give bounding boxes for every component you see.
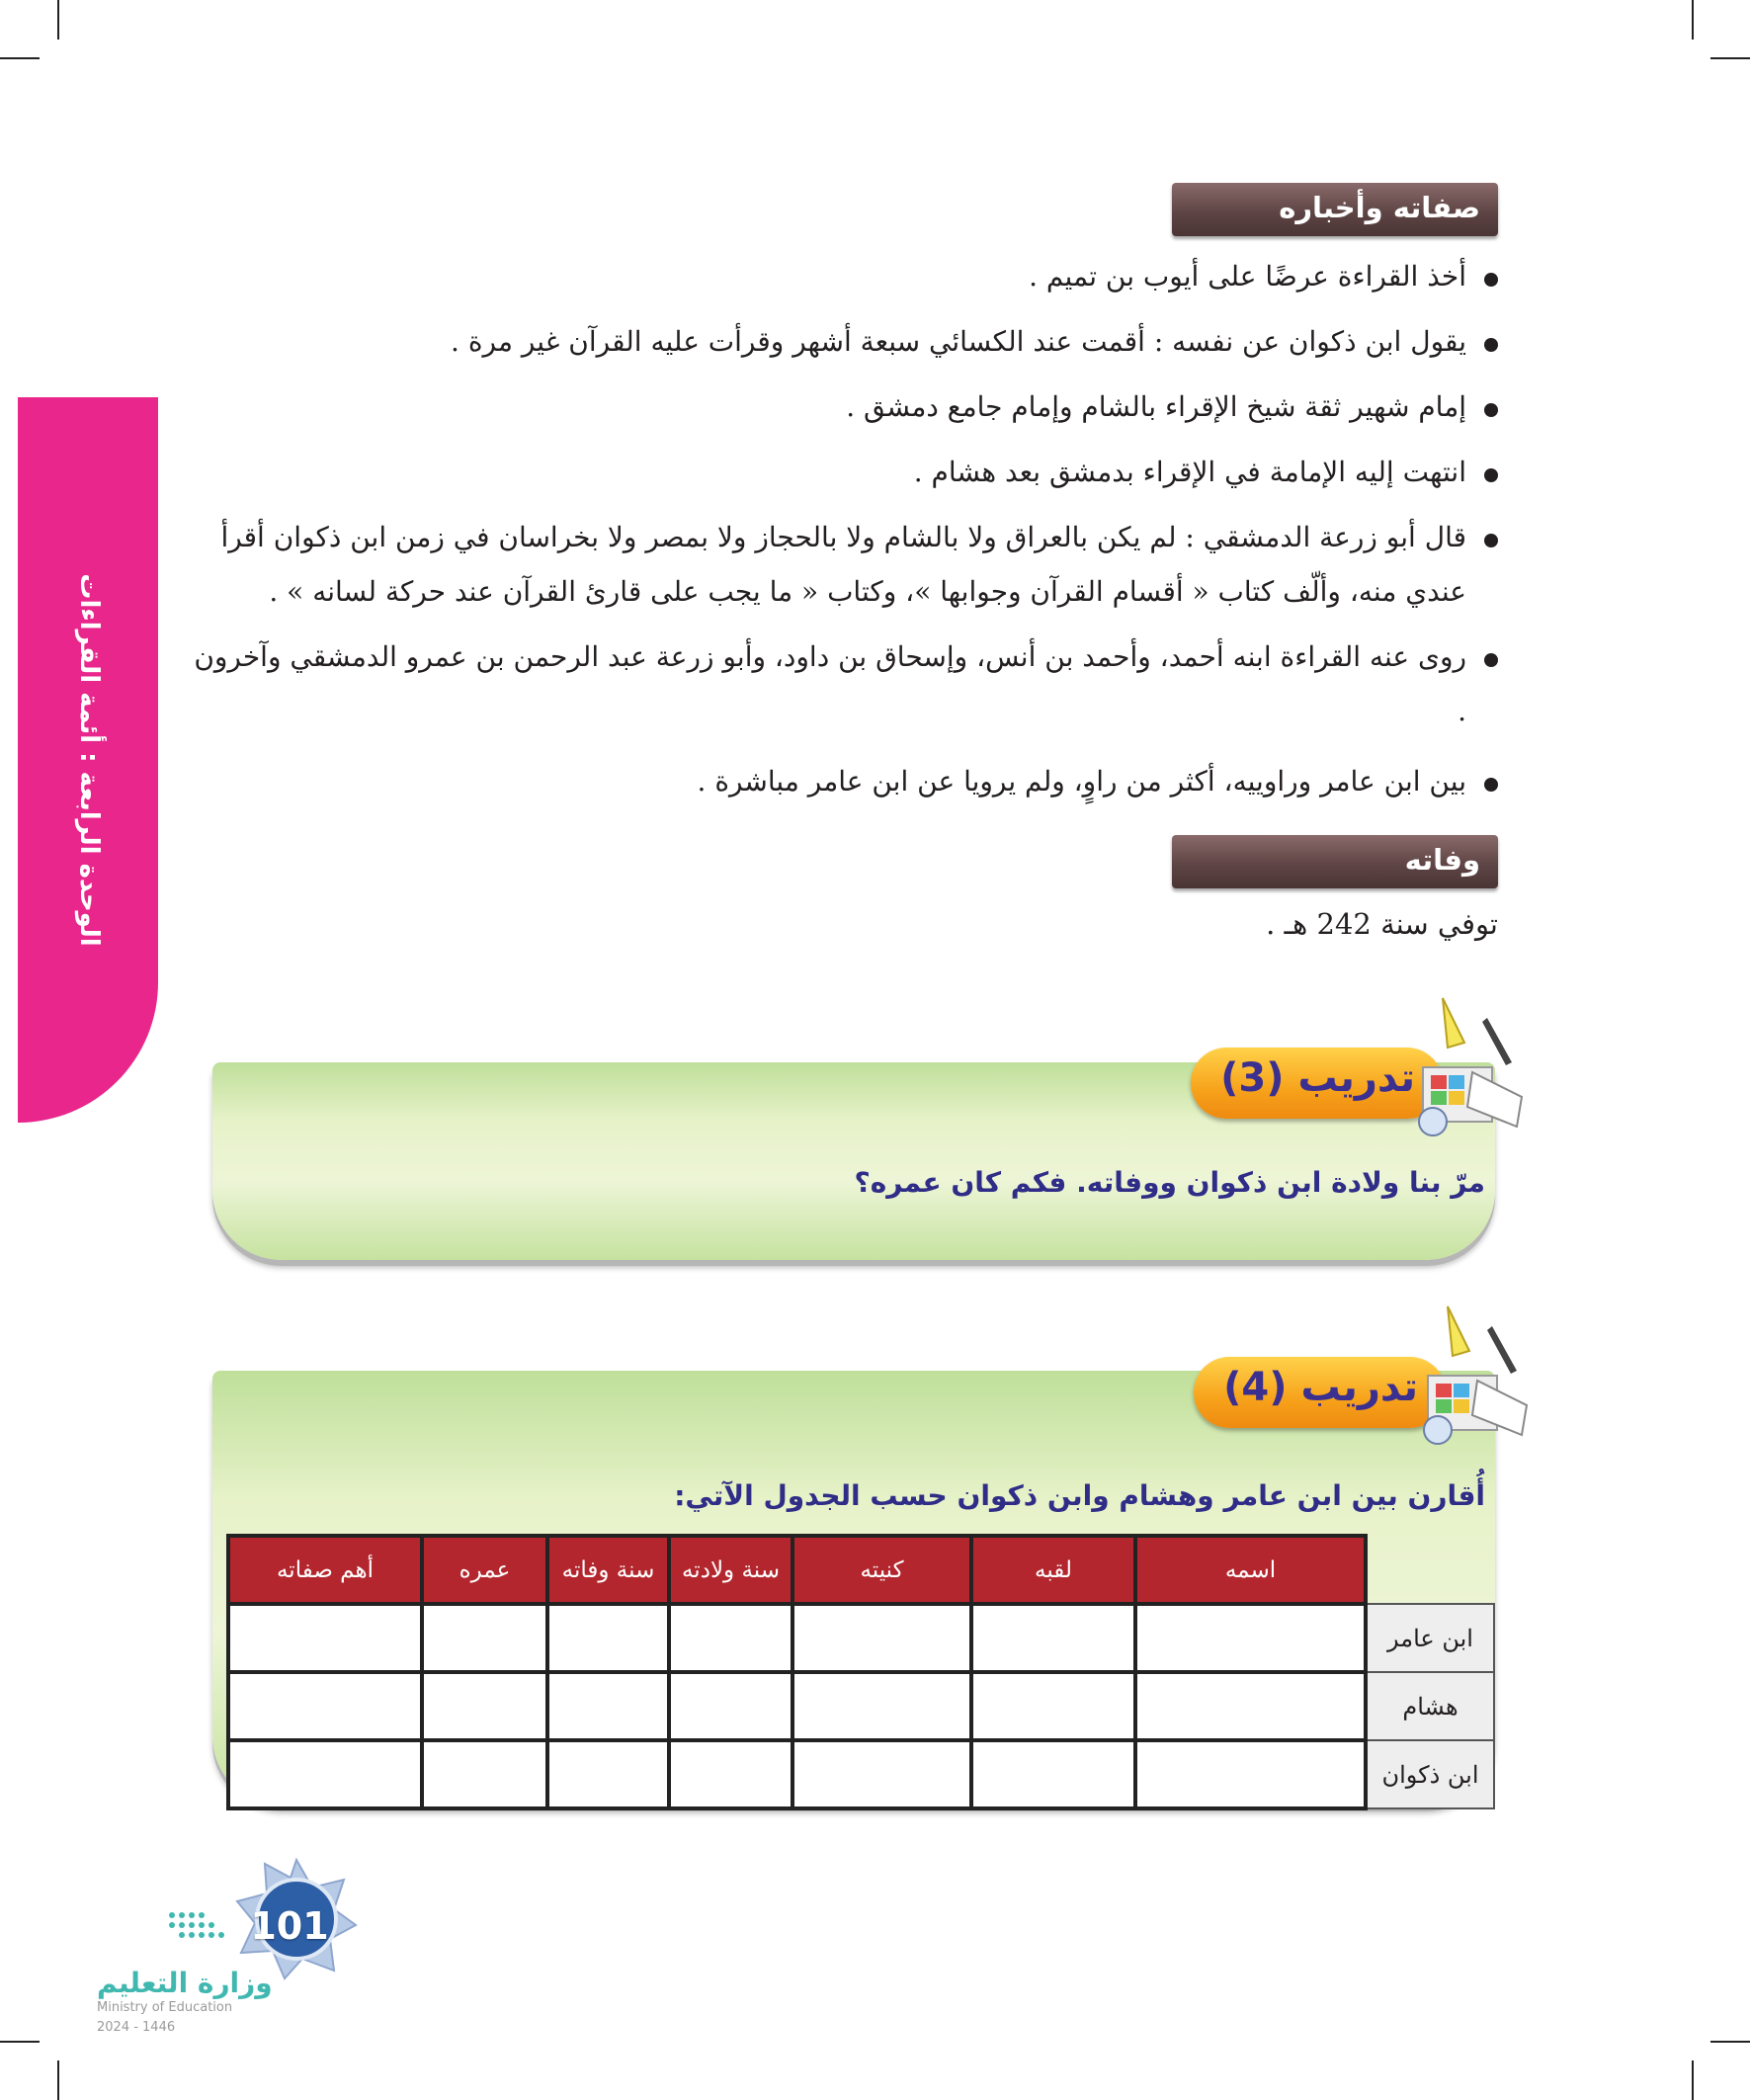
book-pen-icon [1403, 988, 1527, 1136]
answer-cell[interactable] [669, 1740, 792, 1808]
answer-cell[interactable] [792, 1604, 971, 1672]
list-item: أخذ القراءة عرضًا على أيوب بن تميم . [194, 249, 1498, 303]
answer-cell[interactable] [971, 1740, 1135, 1808]
crop-mark [1692, 2060, 1694, 2100]
row-label: ابن ذكوان [1366, 1740, 1494, 1808]
answer-cell[interactable] [228, 1672, 422, 1740]
answer-cell[interactable] [422, 1672, 547, 1740]
table-row [228, 1740, 1494, 1808]
crop-mark [1692, 0, 1694, 40]
comparison-table [226, 1534, 1495, 1810]
training-4-instruction: أُقارن بين ابن عامر وهشام وابن ذكوان حسب الجدول الآتي: [674, 1479, 1485, 1512]
list-item: يقول ابن ذكوان عن نفسه : أقمت عند الكسائي سبعة أشهر وقرأت عليه القرآن غير مرة . [194, 314, 1498, 369]
section-header-traits [1172, 183, 1498, 236]
table-corner [1366, 1536, 1494, 1604]
crop-mark [1710, 57, 1750, 59]
training-3-title: تدريب (3) [1220, 1055, 1415, 1101]
answer-cell[interactable] [792, 1740, 971, 1808]
list-item: قال أبو زرعة الدمشقي : لم يكن بالعراق ولا بالشام ولا بالحجاز ولا بمصر ولا بخراسان في زمن ابن ذكوان أقرأ عندي منه، وألّف كتاب « أقسام القرآن وجوابها »، وكتاب « ما يجب على قارئ القرآن عند حركة لسانه » . [194, 510, 1498, 619]
answer-cell[interactable] [792, 1672, 971, 1740]
traits-list [194, 249, 1498, 819]
crop-mark [57, 2060, 59, 2100]
list-item: انتهت إليه الإمامة في الإقراء بدمشق بعد هشام . [194, 445, 1498, 499]
answer-cell[interactable] [971, 1604, 1135, 1672]
crop-mark [0, 2041, 40, 2043]
ministry-name-arabic: وزارة التعليم [97, 1967, 273, 1999]
column-header: كنيته [792, 1536, 971, 1604]
column-header: عمره [422, 1536, 547, 1604]
answer-cell[interactable] [1135, 1740, 1366, 1808]
crop-mark [57, 0, 59, 40]
column-header: سنة ولادته [669, 1536, 792, 1604]
edition-year: 2024 - 1446 [97, 2020, 176, 2035]
table-header-row [228, 1536, 1494, 1604]
list-item: روى عنه القراءة ابنه أحمد، وأحمد بن أنس، وإسحاق بن داود، وأبو زرعة عبد الرحمن بن عمرو الدمشقي وآخرون . [194, 630, 1498, 738]
section-header-death [1172, 835, 1498, 888]
answer-cell[interactable] [228, 1604, 422, 1672]
answer-cell[interactable] [547, 1604, 669, 1672]
training-4-title: تدريب (4) [1223, 1365, 1418, 1410]
crop-mark [1710, 2041, 1750, 2043]
answer-cell[interactable] [1135, 1604, 1366, 1672]
answer-cell[interactable] [669, 1604, 792, 1672]
section-title-traits: صفاته وأخباره [1279, 191, 1480, 224]
answer-cell[interactable] [422, 1740, 547, 1808]
answer-cell[interactable] [669, 1672, 792, 1740]
page-number: 101 [250, 1904, 329, 1948]
answer-cell[interactable] [547, 1672, 669, 1740]
row-label: هشام [1366, 1672, 1494, 1740]
table-row [228, 1672, 1494, 1740]
row-label: ابن عامر [1366, 1604, 1494, 1672]
unit-side-tab-label: الوحدة الرابعة : أئمة القراءات [74, 573, 104, 947]
answer-cell[interactable] [228, 1740, 422, 1808]
training-3-question: مرّ بنا ولادة ابن ذكوان ووفاته. فكم كان عمره؟ [854, 1166, 1485, 1199]
crop-mark [0, 57, 40, 59]
ministry-name-english: Ministry of Education [97, 2000, 233, 2015]
book-pen-icon [1408, 1297, 1532, 1445]
answer-cell[interactable] [422, 1604, 547, 1672]
list-item: إمام شهير ثقة شيخ الإقراء بالشام وإمام جامع دمشق . [194, 379, 1498, 434]
section-title-death: وفاته [1404, 843, 1480, 877]
answer-cell[interactable] [971, 1672, 1135, 1740]
column-header: لقبه [971, 1536, 1135, 1604]
death-text: توفي سنة 242 هـ . [1266, 907, 1498, 941]
column-header: سنة وفاته [547, 1536, 669, 1604]
answer-cell[interactable] [1135, 1672, 1366, 1740]
column-header: اسمه [1135, 1536, 1366, 1604]
column-header: أهم صفاته [228, 1536, 422, 1604]
answer-cell[interactable] [547, 1740, 669, 1808]
list-item: بين ابن عامر وراوييه، أكثر من راوٍ، ولم يرويا عن ابن عامر مباشرة . [194, 754, 1498, 808]
table-row [228, 1604, 1494, 1672]
ministry-logo-icon [166, 1909, 235, 1951]
